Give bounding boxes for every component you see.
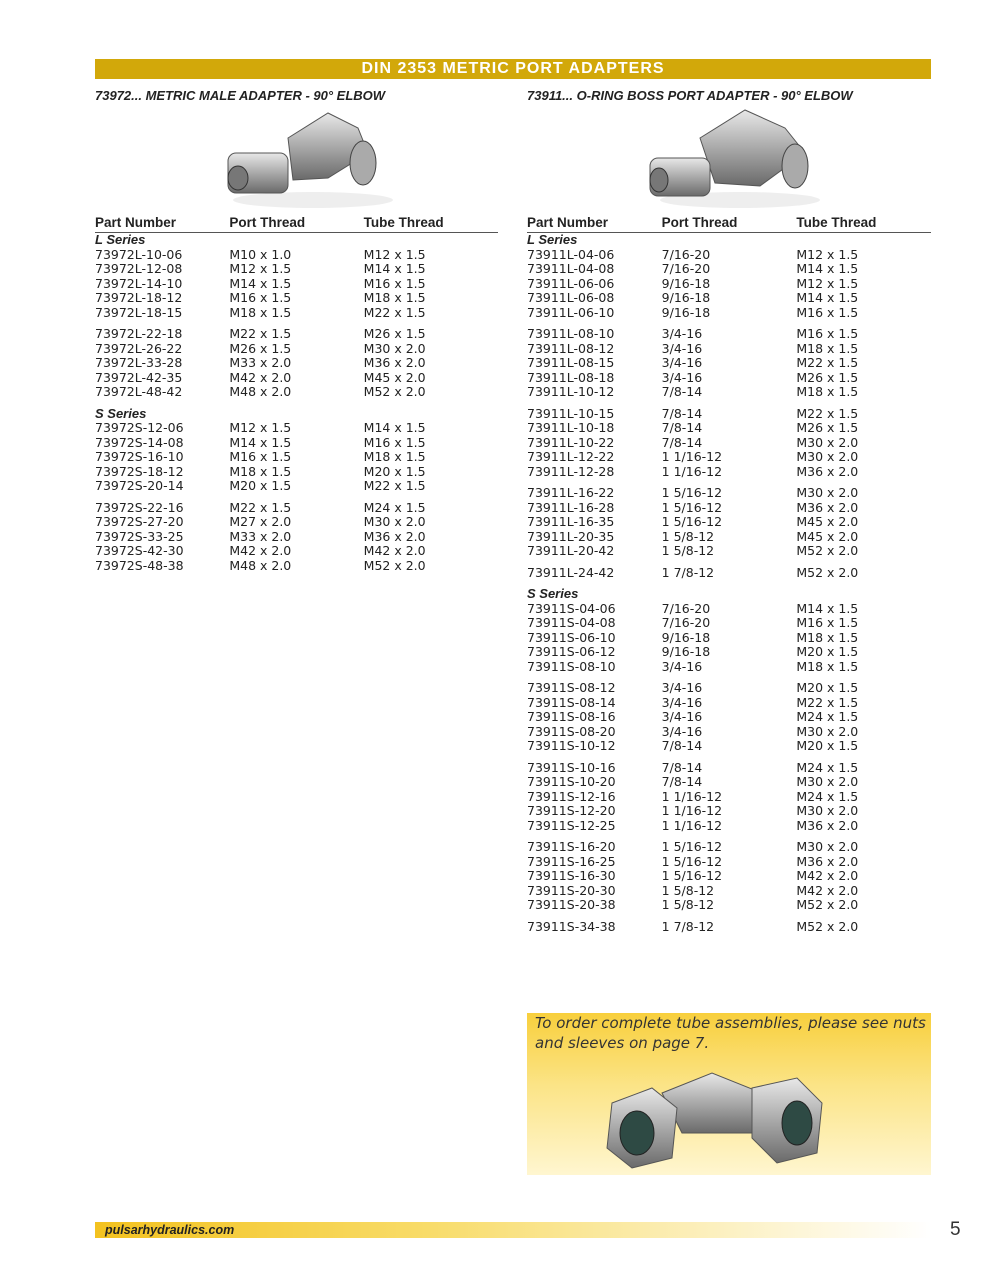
table-row (527, 884, 931, 899)
part-number: 73972L-33-28 (95, 355, 183, 370)
table-row (95, 277, 498, 292)
part-number: 73911S-16-30 (527, 868, 616, 883)
series-label: S Series (95, 405, 147, 421)
table-row (95, 501, 498, 516)
table-row (527, 898, 931, 913)
tube-thread: M22 x 1.5 (796, 355, 859, 370)
port-thread: 1 1/16-12 (661, 449, 723, 464)
table-row (527, 761, 931, 776)
port-thread: 7/8-14 (661, 774, 703, 789)
part-number: 73911L-10-12 (527, 384, 615, 399)
tube-thread: M42 x 2.0 (796, 868, 859, 883)
tube-thread: M18 x 1.5 (363, 449, 426, 464)
table-row (527, 371, 931, 386)
tube-thread: M45 x 2.0 (796, 528, 859, 544)
port-thread: M16 x 1.5 (229, 290, 292, 305)
tube-thread: M12 x 1.5 (363, 246, 426, 262)
table-row (527, 631, 931, 646)
part-number: 73911S-08-16 (527, 709, 616, 724)
row-group (95, 421, 498, 494)
tube-thread: M52 x 2.0 (796, 543, 859, 558)
port-thread: 9/16-18 (661, 275, 711, 291)
part-number: 73911L-10-22 (527, 434, 615, 450)
part-number: 73972L-18-12 (95, 290, 183, 305)
part-number: 73972S-16-10 (95, 449, 184, 464)
table-row (527, 327, 931, 342)
part-number: 73911L-04-06 (527, 246, 615, 262)
part-number: 73911S-10-16 (527, 759, 616, 775)
table-row (527, 407, 931, 422)
table-row (527, 356, 931, 371)
part-number: 73911S-08-10 (527, 658, 616, 674)
port-thread: 9/16-18 (661, 304, 711, 320)
part-number: 73972L-26-22 (95, 340, 183, 356)
port-thread: 9/16-18 (661, 644, 711, 659)
part-number: 73911S-10-12 (527, 738, 616, 753)
tube-thread: M16 x 1.5 (363, 434, 426, 450)
port-thread: 3/4-16 (661, 709, 703, 724)
part-number: 73911L-20-42 (527, 543, 615, 558)
tube-thread: M20 x 1.5 (363, 463, 426, 479)
tube-union-elbow-image (602, 1063, 832, 1173)
port-thread: 1 5/16-12 (661, 485, 723, 500)
tube-thread: M26 x 1.5 (796, 420, 859, 435)
tube-thread: M22 x 1.5 (363, 304, 426, 320)
tube-thread: M22 x 1.5 (796, 405, 859, 421)
footer-bar (95, 1222, 931, 1238)
table-row (527, 421, 931, 436)
port-thread: 1 5/16-12 (661, 499, 723, 515)
row-group (527, 920, 931, 935)
tube-thread: M24 x 1.5 (796, 788, 859, 804)
table-row (95, 356, 498, 371)
table-header (95, 216, 498, 233)
part-number: 73972S-48-38 (95, 557, 184, 573)
tube-thread: M36 x 2.0 (796, 853, 859, 869)
tube-thread: M36 x 2.0 (796, 499, 859, 515)
part-number: 73972L-12-08 (95, 261, 183, 276)
tube-thread: M16 x 1.5 (796, 615, 859, 630)
ordering-note-text: To order complete tube assemblies, please see nuts and sleeves on page 7. (535, 1014, 926, 1052)
tube-thread: M12 x 1.5 (796, 246, 859, 262)
table-row (527, 486, 931, 501)
port-thread: 3/4-16 (661, 723, 703, 739)
tube-thread: M30 x 2.0 (796, 485, 859, 500)
website-link[interactable]: pulsarhydraulics.com (105, 1223, 235, 1237)
part-number: 73972L-18-15 (95, 304, 183, 320)
table-row (527, 645, 931, 660)
part-number: 73911S-20-30 (527, 882, 616, 898)
table-row (527, 660, 931, 675)
port-thread: 1 5/16-12 (661, 868, 723, 883)
table-row (527, 602, 931, 617)
port-thread: 1 1/16-12 (661, 803, 723, 818)
part-number: 73911L-08-18 (527, 369, 615, 385)
table-row (527, 262, 931, 277)
port-thread: M26 x 1.5 (229, 340, 292, 356)
port-thread: 1 5/8-12 (661, 528, 715, 544)
port-thread: 7/16-20 (661, 615, 711, 630)
tube-thread: M52 x 2.0 (796, 564, 859, 580)
tube-thread: M30 x 2.0 (796, 803, 859, 818)
table-row (527, 819, 931, 834)
tube-thread: M18 x 1.5 (796, 340, 859, 356)
table-row (95, 385, 498, 400)
table-row (95, 436, 498, 451)
part-number: 73911S-10-20 (527, 774, 616, 789)
port-thread: 1 5/8-12 (661, 882, 715, 898)
tube-thread-header: Tube Thread (796, 215, 877, 230)
part-number: 73972L-48-42 (95, 384, 183, 399)
port-thread: 1 1/16-12 (661, 463, 723, 479)
series-label: S Series (527, 586, 579, 601)
table-row (95, 450, 498, 465)
port-thread: 9/16-18 (661, 629, 711, 645)
part-number: 73911L-24-42 (527, 564, 615, 580)
tube-thread: M30 x 2.0 (796, 434, 859, 450)
row-group (527, 327, 931, 400)
row-group (95, 327, 498, 400)
part-number: 73972L-22-18 (95, 326, 183, 341)
oring-boss-port-adapter-elbow-image (645, 108, 825, 208)
tube-thread: M24 x 1.5 (796, 759, 859, 775)
series-label: L Series (527, 232, 578, 247)
tube-thread: M22 x 1.5 (796, 694, 859, 710)
series-label: L Series (95, 232, 146, 247)
part-number: 73911L-08-10 (527, 326, 615, 341)
part-number: 73911L-12-28 (527, 463, 615, 479)
part-number: 73911S-04-06 (527, 600, 616, 616)
port-thread: 3/4-16 (661, 340, 703, 356)
port-thread: 9/16-18 (661, 290, 711, 305)
port-thread: M42 x 2.0 (229, 543, 292, 558)
port-thread: 3/4-16 (661, 658, 703, 674)
part-number: 73972S-42-30 (95, 543, 184, 558)
port-thread: 7/16-20 (661, 600, 711, 616)
tube-thread: M36 x 2.0 (363, 355, 426, 370)
tube-thread-header: Tube Thread (363, 215, 444, 230)
table-row (95, 479, 498, 494)
tube-thread: M14 x 1.5 (363, 261, 426, 276)
part-number: 73972L-42-35 (95, 369, 183, 385)
part-number: 73911S-16-25 (527, 853, 616, 869)
part-number: 73911S-34-38 (527, 918, 616, 934)
part-number: 73911L-16-22 (527, 485, 615, 500)
tube-thread: M30 x 2.0 (796, 449, 859, 464)
part-number: 73911L-10-15 (527, 405, 615, 421)
part-number-header: Part Number (527, 215, 609, 230)
part-number: 73911S-08-12 (527, 680, 616, 695)
tube-thread: M16 x 1.5 (796, 326, 859, 341)
tube-thread: M52 x 2.0 (796, 897, 859, 912)
table-row (527, 616, 931, 631)
tube-thread: M16 x 1.5 (363, 275, 426, 291)
table-row (95, 342, 498, 357)
tube-thread: M52 x 2.0 (363, 384, 426, 399)
table-row (95, 544, 498, 559)
table-row (95, 306, 498, 321)
tube-thread: M30 x 2.0 (796, 774, 859, 789)
port-thread: M33 x 2.0 (229, 528, 292, 544)
page-banner: DIN 2353 METRIC PORT ADAPTERS (95, 59, 931, 79)
port-thread: M33 x 2.0 (229, 355, 292, 370)
port-thread: 3/4-16 (661, 680, 703, 695)
part-number: 73911S-12-16 (527, 788, 616, 804)
table-row (527, 840, 931, 855)
tube-thread: M18 x 1.5 (363, 290, 426, 305)
part-number: 73972S-18-12 (95, 463, 184, 479)
row-group (527, 681, 931, 754)
port-thread: 7/8-14 (661, 434, 703, 450)
tube-thread: M18 x 1.5 (796, 384, 859, 399)
table-row (527, 739, 931, 754)
tube-thread: M42 x 2.0 (363, 543, 426, 558)
table-row (527, 465, 931, 480)
ordering-note-box (527, 1013, 931, 1175)
tube-thread: M30 x 2.0 (796, 723, 859, 739)
tube-thread: M36 x 2.0 (363, 528, 426, 544)
part-number: 73972S-14-08 (95, 434, 184, 450)
part-number: 73911S-06-10 (527, 629, 616, 645)
port-thread: 1 7/8-12 (661, 564, 715, 580)
port-thread: 1 5/16-12 (661, 853, 723, 869)
metric-male-adapter-elbow-image (218, 108, 393, 208)
part-number: 73911L-10-18 (527, 420, 615, 435)
port-thread: 1 5/8-12 (661, 897, 715, 912)
part-number: 73911S-12-20 (527, 803, 616, 818)
right-section-title: 73911... O-RING BOSS PORT ADAPTER - 90° ELBOW (527, 88, 853, 103)
table-row (95, 465, 498, 480)
part-number-header: Part Number (95, 215, 177, 230)
part-number: 73911L-12-22 (527, 449, 615, 464)
port-thread: M18 x 1.5 (229, 463, 292, 479)
row-group (95, 248, 498, 321)
table-row (527, 544, 931, 559)
metric-male-adapter-table (95, 216, 498, 580)
row-group (527, 840, 931, 913)
port-thread: M42 x 2.0 (229, 369, 292, 385)
table-row (95, 248, 498, 263)
table-row (527, 277, 931, 292)
port-thread: 7/8-14 (661, 384, 703, 399)
tube-thread: M20 x 1.5 (796, 738, 859, 753)
part-number: 73911L-20-35 (527, 528, 615, 544)
table-header (527, 216, 931, 233)
tube-thread: M36 x 2.0 (796, 463, 859, 479)
port-thread: M18 x 1.5 (229, 304, 292, 320)
tube-thread: M14 x 1.5 (796, 261, 859, 276)
table-row (527, 681, 931, 696)
tube-thread: M30 x 2.0 (363, 514, 426, 529)
tube-thread: M45 x 2.0 (796, 514, 859, 529)
table-row (527, 920, 931, 935)
part-number: 73972L-10-06 (95, 246, 183, 262)
row-group (527, 602, 931, 675)
tube-thread: M26 x 1.5 (796, 369, 859, 385)
table-row (95, 371, 498, 386)
table-row (527, 696, 931, 711)
port-thread-header: Port Thread (661, 215, 738, 230)
table-row (527, 385, 931, 400)
table-row (95, 262, 498, 277)
table-row (527, 291, 931, 306)
tube-thread: M36 x 2.0 (796, 817, 859, 833)
port-thread: M12 x 1.5 (229, 261, 292, 276)
port-thread: M22 x 1.5 (229, 326, 292, 341)
table-row (527, 775, 931, 790)
table-row (527, 566, 931, 581)
port-thread: M22 x 1.5 (229, 499, 292, 515)
part-number: 73911S-04-08 (527, 615, 616, 630)
port-thread: 1 5/8-12 (661, 543, 715, 558)
tube-thread: M14 x 1.5 (363, 420, 426, 435)
tube-thread: M24 x 1.5 (796, 709, 859, 724)
page-number: 5 (950, 1219, 961, 1240)
table-row (527, 725, 931, 740)
table-row (95, 421, 498, 436)
row-group (95, 501, 498, 574)
port-thread: 7/8-14 (661, 759, 703, 775)
port-thread: 3/4-16 (661, 355, 703, 370)
port-thread: M20 x 1.5 (229, 478, 292, 493)
table-row (95, 559, 498, 574)
part-number: 73911L-06-06 (527, 275, 615, 291)
port-thread: 7/8-14 (661, 420, 703, 435)
part-number: 73911S-12-25 (527, 817, 616, 833)
left-section-title: 73972... METRIC MALE ADAPTER - 90° ELBOW (95, 88, 386, 103)
part-number: 73911L-06-08 (527, 290, 615, 305)
port-thread: 7/8-14 (661, 738, 703, 753)
tube-thread: M14 x 1.5 (796, 600, 859, 616)
port-thread: M48 x 2.0 (229, 557, 292, 573)
port-thread: 1 5/16-12 (661, 839, 723, 854)
table-row (527, 804, 931, 819)
row-group (527, 486, 931, 559)
part-number: 73972S-20-14 (95, 478, 184, 493)
part-number: 73972S-22-16 (95, 499, 184, 515)
port-thread: M48 x 2.0 (229, 384, 292, 399)
table-row (527, 501, 931, 516)
part-number: 73911L-04-08 (527, 261, 615, 276)
port-thread: 3/4-16 (661, 326, 703, 341)
part-number: 73911L-06-10 (527, 304, 615, 320)
tube-thread: M18 x 1.5 (796, 658, 859, 674)
table-row (527, 790, 931, 805)
part-number: 73911S-08-14 (527, 694, 616, 710)
part-number: 73972S-27-20 (95, 514, 184, 529)
tube-thread: M52 x 2.0 (363, 557, 426, 573)
table-row (527, 710, 931, 725)
port-thread: 7/8-14 (661, 405, 703, 421)
port-thread: 1 1/16-12 (661, 817, 723, 833)
part-number: 73911S-16-20 (527, 839, 616, 854)
part-number: 73911L-16-28 (527, 499, 615, 515)
port-thread: M14 x 1.5 (229, 275, 292, 291)
port-thread: 1 5/16-12 (661, 514, 723, 529)
table-row (95, 515, 498, 530)
row-group (527, 761, 931, 834)
port-thread: 7/16-20 (661, 261, 711, 276)
table-row (95, 291, 498, 306)
part-number: 73911S-20-38 (527, 897, 616, 912)
part-number: 73911S-06-12 (527, 644, 616, 659)
tube-thread: M16 x 1.5 (796, 304, 859, 320)
part-number: 73911L-08-12 (527, 340, 615, 356)
table-row (527, 436, 931, 451)
table-row (527, 248, 931, 263)
port-thread: M16 x 1.5 (229, 449, 292, 464)
table-row (527, 342, 931, 357)
table-row (527, 450, 931, 465)
port-thread: M27 x 2.0 (229, 514, 292, 529)
part-number: 73972S-33-25 (95, 528, 184, 544)
tube-thread: M52 x 2.0 (796, 918, 859, 934)
part-number: 73911S-08-20 (527, 723, 616, 739)
table-row (527, 855, 931, 870)
tube-thread: M18 x 1.5 (796, 629, 859, 645)
tube-thread: M20 x 1.5 (796, 644, 859, 659)
table-row (527, 530, 931, 545)
part-number: 73911L-16-35 (527, 514, 615, 529)
table-row (527, 869, 931, 884)
port-thread: M14 x 1.5 (229, 434, 292, 450)
table-row (527, 515, 931, 530)
port-thread: M12 x 1.5 (229, 420, 292, 435)
row-group (527, 566, 931, 581)
row-group (527, 248, 931, 321)
port-thread: 1 7/8-12 (661, 918, 715, 934)
part-number: 73972L-14-10 (95, 275, 183, 291)
tube-thread: M14 x 1.5 (796, 290, 859, 305)
row-group (527, 407, 931, 480)
port-thread: M10 x 1.0 (229, 246, 292, 262)
port-thread: 7/16-20 (661, 246, 711, 262)
table-row (527, 306, 931, 321)
port-thread: 3/4-16 (661, 369, 703, 385)
tube-thread: M24 x 1.5 (363, 499, 426, 515)
table-row (95, 530, 498, 545)
tube-thread: M12 x 1.5 (796, 275, 859, 291)
oring-boss-adapter-table (527, 216, 931, 941)
port-thread: 1 1/16-12 (661, 788, 723, 804)
port-thread: 3/4-16 (661, 694, 703, 710)
tube-thread: M22 x 1.5 (363, 478, 426, 493)
tube-thread: M20 x 1.5 (796, 680, 859, 695)
tube-thread: M45 x 2.0 (363, 369, 426, 385)
tube-thread: M42 x 2.0 (796, 882, 859, 898)
part-number: 73972S-12-06 (95, 420, 184, 435)
part-number: 73911L-08-15 (527, 355, 615, 370)
tube-thread: M30 x 2.0 (796, 839, 859, 854)
table-row (95, 327, 498, 342)
port-thread-header: Port Thread (229, 215, 306, 230)
tube-thread: M30 x 2.0 (363, 340, 426, 356)
tube-thread: M26 x 1.5 (363, 326, 426, 341)
